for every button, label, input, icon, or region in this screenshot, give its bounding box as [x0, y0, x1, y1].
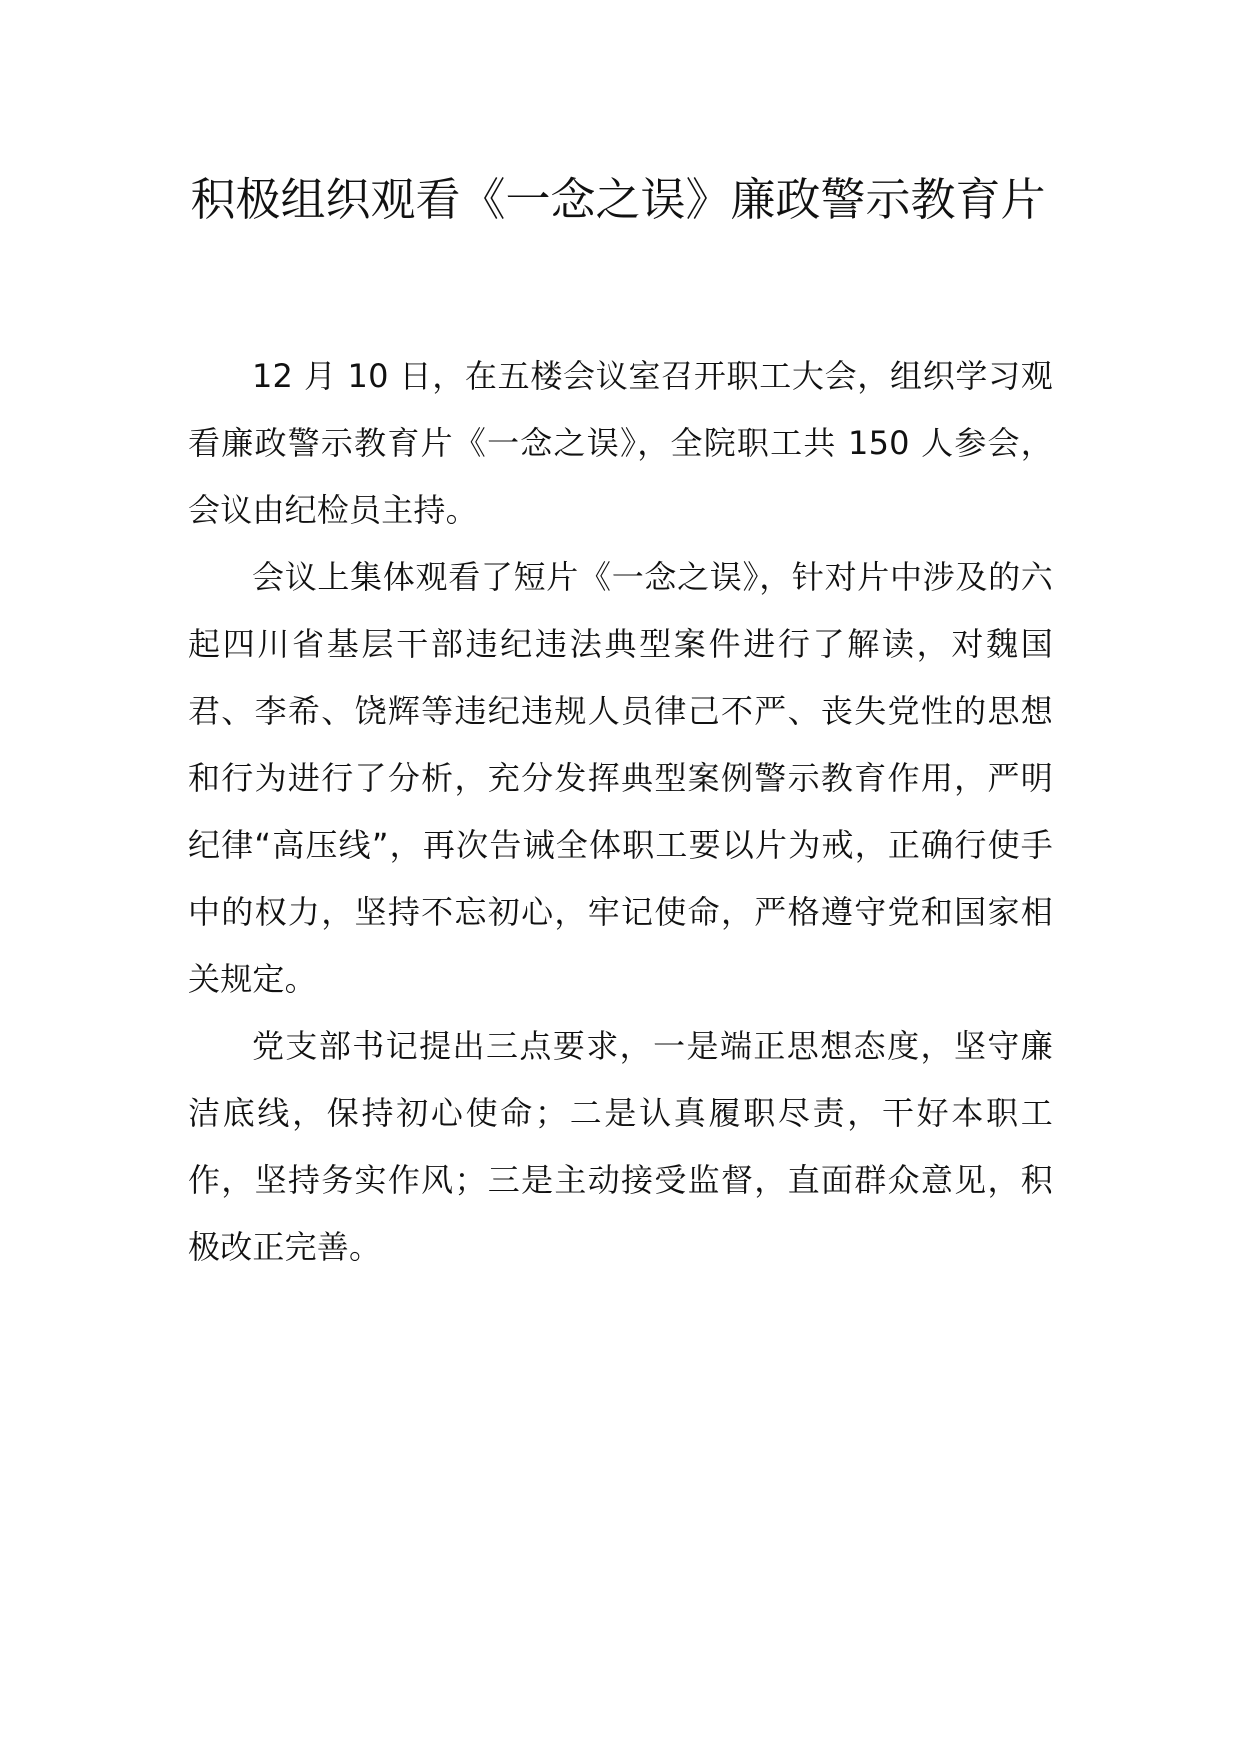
paragraph-meeting-overview: 12 月 10 日，在五楼会议室召开职工大会，组织学习观看廉政警示教育片《一念之误》，全院职工共 150 人参会，会议由纪检员主持。: [188, 357, 1053, 529]
document-title: 积极组织观看《一念之误》廉政警示教育片: [190, 173, 1046, 226]
paragraph-requirements: 党支部书记提出三点要求，一是端正思想态度，坚守廉洁底线，保持初心使命；二是认真履职尽责，干好本职工作，坚持务实作风；三是主动接受监督，直面群众意见，积极改正完善。: [188, 1027, 1053, 1266]
document-body: [188, 343, 1053, 1281]
paragraph-film-analysis: 会议上集体观看了短片《一念之误》，针对片中涉及的六起四川省基层干部违纪违法典型案件进行了解读，对魏国君、李希、饶辉等违纪违规人员律己不严、丧失党性的思想和行为进行了分析，充分发挥典型案例警示教育作用，严明纪律“高压线”，再次告诫全体职工要以片为戒，正确行使手中的权力，坚持不忘初心，牢记使命，严格遵守党和国家相关规定。: [188, 558, 1053, 998]
